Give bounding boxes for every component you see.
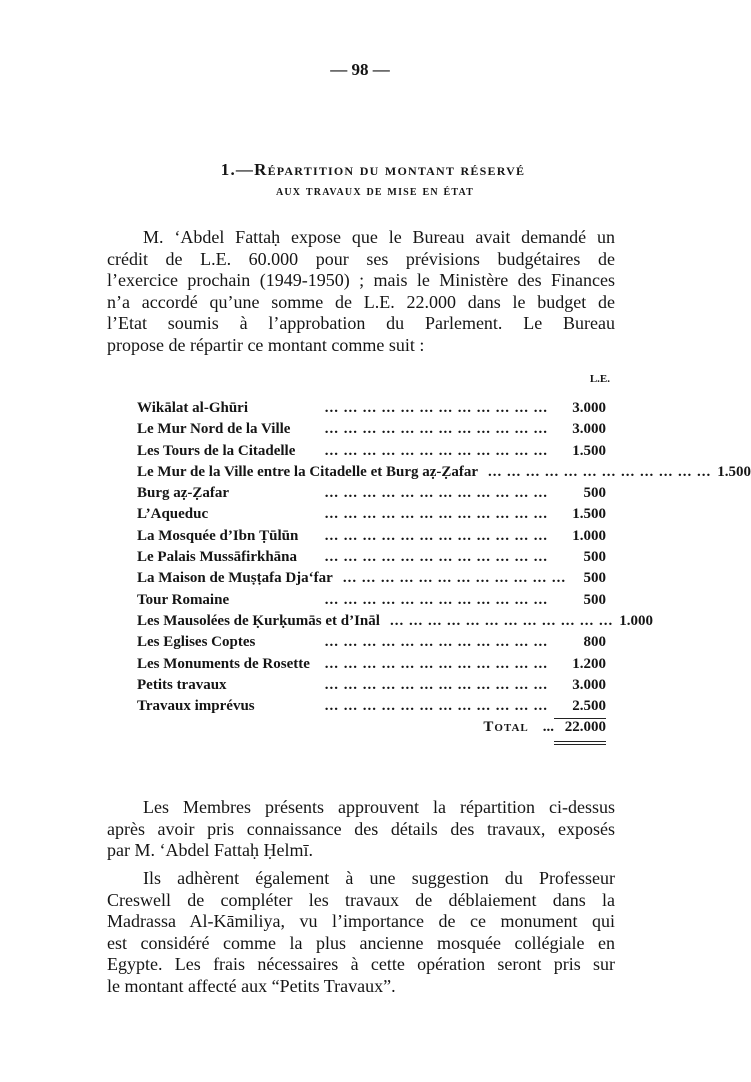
dot-leader: ... ... ... ... ... ... ... ... ... ... ... ... xyxy=(324,442,548,459)
item-label: Travaux imprévus xyxy=(137,698,255,715)
dot-leader: ... ... ... ... ... ... ... ... ... ... ... ... xyxy=(324,400,548,416)
item-amount: 500 xyxy=(583,591,606,608)
paragraph-creswell-suggestion xyxy=(107,868,615,998)
text-line: Egypte. Les frais nécessaires à cette opération seront pris sur xyxy=(107,954,615,975)
section-heading: 1.—Répartition du montant réservé xyxy=(220,160,526,179)
item-amount: 500 xyxy=(583,570,606,587)
section-subheading: aux travaux de mise en état xyxy=(275,184,475,199)
text-line: Les Membres présents approuvent la répartition ci-dessus xyxy=(143,797,615,817)
dot-leader: ... ... ... ... ... ... ... ... ... ... ... ... xyxy=(324,506,548,523)
table-row xyxy=(137,483,606,504)
item-label: Burg aẓ-Ẓafar xyxy=(137,485,230,502)
dot-leader: ... ... ... ... ... ... ... ... ... ... ... ... xyxy=(324,676,548,693)
text-line: après avoir pris connaissance des détails des travaux, exposés xyxy=(107,818,615,839)
total-amount: 22.000 xyxy=(564,719,606,736)
table-row xyxy=(137,590,606,611)
total-leader: ... xyxy=(542,719,554,736)
item-label: Les Mausolées de Ḳurḳumās et d’Ināl xyxy=(137,612,380,629)
item-label: Wikālat al-Ghūri xyxy=(137,400,248,416)
item-label: Le Mur de la Ville entre la Citadelle et Burg aẓ-Ẓafar xyxy=(137,463,479,480)
text-line: crédit de L.E. 60.000 pour ses prévisions budgétaires de xyxy=(107,248,615,269)
item-label: Le Mur Nord de la Ville xyxy=(137,421,291,438)
item-amount: 3.000 xyxy=(572,676,606,693)
item-amount: 500 xyxy=(583,549,606,566)
item-label: La Mosquée d’Ibn Ṭūlūn xyxy=(137,527,299,544)
item-amount: 500 xyxy=(583,485,606,502)
dot-leader: ... ... ... ... ... ... ... ... ... ... ... ... xyxy=(342,570,567,587)
item-label: Tour Romaine xyxy=(137,591,230,608)
item-label: Petits travaux xyxy=(137,676,227,693)
table-row xyxy=(137,654,606,675)
item-amount: 2.500 xyxy=(572,698,606,715)
dot-leader: ... ... ... ... ... ... ... ... ... ... ... ... xyxy=(324,485,548,502)
item-amount: 1.500 xyxy=(717,463,751,480)
page-number: — 98 — xyxy=(330,60,390,79)
item-amount: 1.200 xyxy=(572,655,606,672)
item-amount: 3.000 xyxy=(572,400,606,416)
item-label: Les Eglises Coptes xyxy=(137,634,256,651)
total-row xyxy=(137,717,606,738)
table-row xyxy=(137,398,606,419)
dot-leader: ... ... ... ... ... ... ... ... ... ... ... ... xyxy=(324,527,548,544)
table-row xyxy=(137,419,606,440)
item-label: La Maison de Muṣṭafa Dja‘far xyxy=(137,570,333,587)
item-label: Les Tours de la Citadelle xyxy=(137,442,296,459)
paragraph-approval xyxy=(107,797,615,862)
item-amount: 3.000 xyxy=(572,421,606,438)
total-double-rule xyxy=(554,741,606,745)
dot-leader: ... ... ... ... ... ... ... ... ... ... ... ... xyxy=(324,549,548,566)
table-row xyxy=(137,675,606,696)
text-line: le montant affecté aux “Petits Travaux”. xyxy=(107,975,396,996)
text-line: Ils adhèrent également à une suggestion du Professeur xyxy=(143,868,615,888)
dot-leader: ... ... ... ... ... ... ... ... ... ... ... ... xyxy=(324,634,548,651)
dot-leader: ... ... ... ... ... ... ... ... ... ... ... ... xyxy=(488,463,712,480)
item-amount: 1.500 xyxy=(572,506,606,523)
table-row xyxy=(137,526,606,547)
text-line: propose de répartir ce montant comme suit : xyxy=(107,334,425,355)
text-line: M. ‘Abdel Fattaḥ expose que le Bureau avait demandé un xyxy=(143,227,615,247)
text-line: par M. ‘Abdel Fattaḥ Ḥelmī. xyxy=(107,840,313,861)
total-label: Total xyxy=(483,719,529,736)
paragraph-budget-exposition xyxy=(107,227,615,357)
table-row xyxy=(137,696,606,717)
text-line: est considéré comme la plus ancienne mosquée collégiale en xyxy=(107,932,615,953)
item-label: L’Aqueduc xyxy=(137,506,209,523)
item-amount: 1.500 xyxy=(572,442,606,459)
dot-leader: ... ... ... ... ... ... ... ... ... ... ... ... xyxy=(324,591,548,608)
dot-leader: ... ... ... ... ... ... ... ... ... ... ... ... xyxy=(324,655,548,672)
budget-allocation-table xyxy=(137,398,751,739)
text-line: Madrassa Al-Kāmiliya, vu l’importance de ce monument qui xyxy=(107,911,615,932)
item-amount: 1.000 xyxy=(572,527,606,544)
table-row xyxy=(137,547,606,568)
currency-column-header: L.E. xyxy=(589,373,610,385)
table-row xyxy=(137,504,606,525)
subtotal-rule xyxy=(554,718,606,719)
table-row xyxy=(137,568,606,589)
table-row xyxy=(137,441,606,462)
item-amount: 800 xyxy=(583,634,606,651)
dot-leader: ... ... ... ... ... ... ... ... ... ... ... ... xyxy=(324,421,548,438)
item-amount: 1.000 xyxy=(619,612,653,629)
item-label: Les Monuments de Rosette xyxy=(137,655,310,672)
table-row xyxy=(137,462,751,483)
text-line: n’a accordé qu’une somme de L.E. 22.000 dans le budget de xyxy=(107,291,615,312)
table-row xyxy=(137,611,653,632)
dot-leader: ... ... ... ... ... ... ... ... ... ... ... ... xyxy=(389,612,614,629)
item-label: Le Palais Mussāfirkhāna xyxy=(137,549,298,566)
table-row xyxy=(137,632,606,653)
text-line: l’Etat soumis à l’approbation du Parlement. Le Bureau xyxy=(107,313,615,334)
dot-leader: ... ... ... ... ... ... ... ... ... ... ... ... xyxy=(324,698,548,715)
text-line: Creswell de compléter les travaux de déblaiement dans la xyxy=(107,889,615,910)
text-line: l’exercice prochain (1949-1950) ; mais le Ministère des Finances xyxy=(107,270,615,291)
